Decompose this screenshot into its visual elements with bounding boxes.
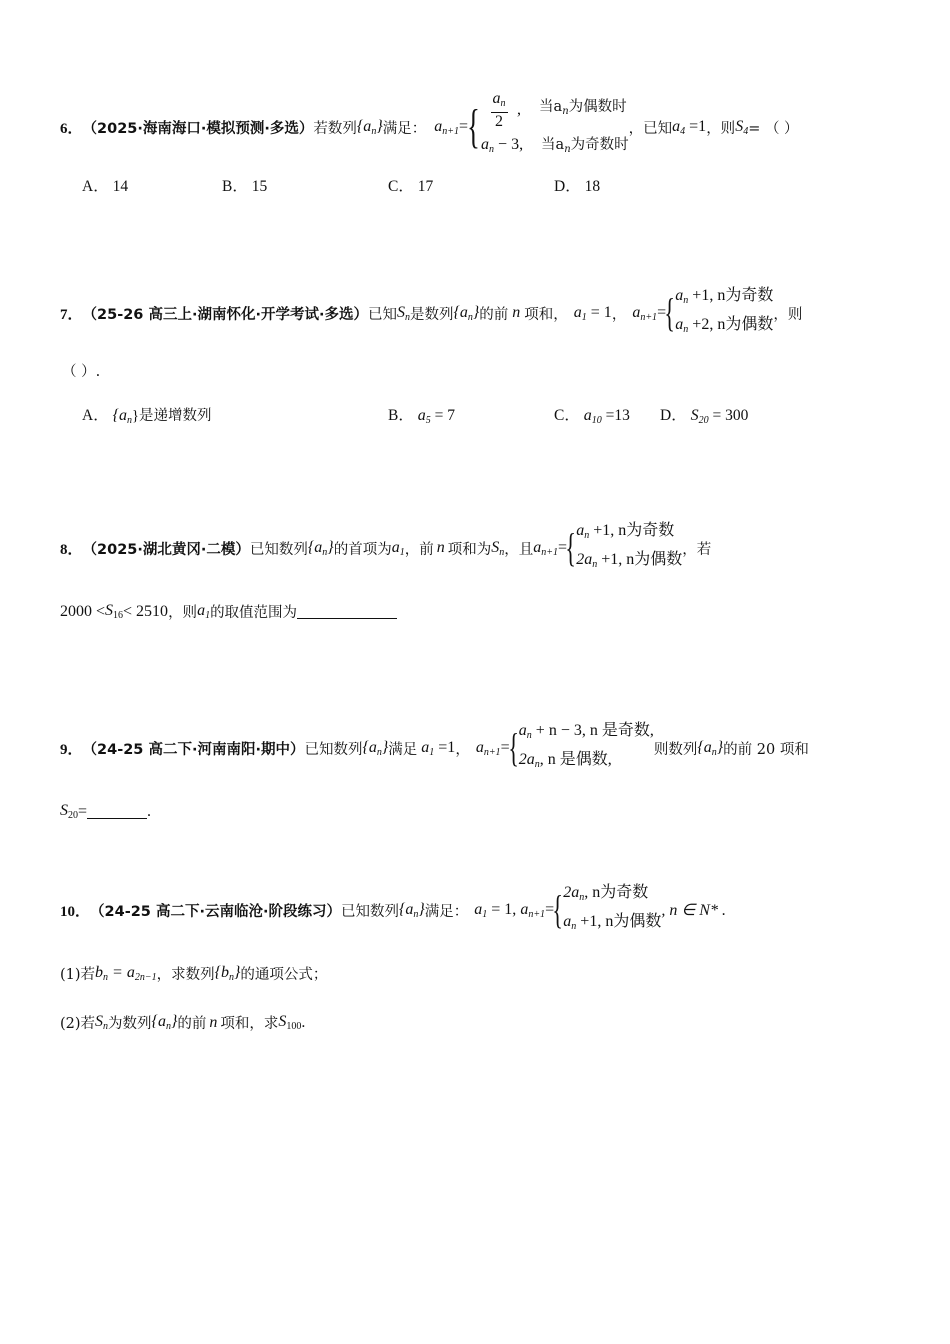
question-number: 10． bbox=[60, 903, 91, 920]
question-6-option-b[interactable]: B． 15 bbox=[222, 178, 268, 195]
left-brace: { bbox=[552, 887, 563, 932]
question-8-stem: 8． （2025·湖北黄冈·二模） 已知数列 $\{a_n\}$ 的首项为 $a_1$ ，前 n 项和为 $S_n$ ，且 $a_{n+1}$ = { $a_n +1$, n为奇数 $2a_n +1$, n为偶数 ，若 bbox=[60, 524, 711, 572]
question-source: （2025·海南海口·模拟预测·多选） bbox=[82, 120, 314, 137]
sequence-set: $\{a_n\}$ bbox=[356, 117, 383, 137]
question-source: （24-25 高二下·河南南阳·期中） bbox=[82, 741, 305, 758]
answer-blank[interactable] bbox=[87, 804, 147, 819]
left-brace: { bbox=[664, 290, 675, 335]
question-7-option-a[interactable]: A． $\{a_n\}$是递增数列 bbox=[82, 407, 212, 426]
question-6-option-d[interactable]: D． 18 bbox=[554, 178, 601, 195]
left-brace: { bbox=[565, 525, 576, 570]
question-number: 6． bbox=[60, 120, 83, 137]
left-brace: { bbox=[507, 725, 519, 770]
piecewise-cases: $a_n +1$, n为奇数 $a_n +2$, n为偶数 bbox=[675, 287, 774, 335]
answer-blank[interactable] bbox=[297, 604, 397, 619]
question-number: 8． bbox=[60, 541, 83, 558]
question-6-stem: 6． （2025·海南海口·模拟预测·多选） 若数列 $\{a_n\}$ 满足： $a_{n+1}$ = { $\frac{a_n}{2}$ , 当$a_n$为偶数时 $a_n - 3$, 当$a_n$为奇数时 ，已知 $a_4 =1$ ，则 $S_4$ = （ ） bbox=[60, 96, 799, 158]
answer-paren: （ ）. bbox=[62, 364, 101, 380]
question-9-stem: 9． （24-25 高二下·河南南阳·期中） 已知数列 $\{a_n\}$ 满足 $a_1 =1$ ， $a_{n+1}$ = { $a_n + n - 3$, n 是奇数, $2a_n$, n 是偶数, 则数列 $\{a_n\}$ 的前 20 项和 bbox=[60, 724, 809, 772]
question-source: （24-25 高二下·云南临沧·阶段练习） bbox=[90, 903, 341, 920]
left-brace: { bbox=[467, 100, 480, 153]
question-number: 7． bbox=[60, 306, 83, 323]
question-source: （2025·湖北黄冈·二模） bbox=[82, 541, 250, 558]
question-source: （25-26 高三上·湖南怀化·开学考试·多选） bbox=[82, 306, 368, 323]
piecewise-cases: $\frac{a_n}{2}$ , 当$a_n$为偶数时 $a_n - 3$, 当$a_n$为奇数时 bbox=[481, 89, 629, 155]
question-6-option-a[interactable]: A． 14 bbox=[82, 178, 129, 195]
question-10-part-1: (1)若 $b_n = a_{2n-1}$ ，求数列 $\{b_n\}$ 的通项公式； bbox=[60, 964, 328, 983]
question-6-option-c[interactable]: C． 17 bbox=[388, 178, 434, 195]
question-7-option-d[interactable]: D． $S_{20} = 300$ bbox=[660, 407, 749, 426]
piecewise-cases: $2a_n$, n为奇数 $a_n +1$, n为偶数 bbox=[563, 884, 662, 932]
question-10-stem: 10． （24-25 高二下·云南临沧·阶段练习） 已知数列 $\{a_n\}$ 满足： $a_1 = 1$, $a_{n+1}$ = { $2a_n$, n为奇数 $a_n +1$, n为偶数 , n ∈ N* . bbox=[60, 886, 726, 934]
question-7-option-b[interactable]: B． $a_5 = 7$ bbox=[388, 407, 455, 426]
question-10-part-2: (2)若 $S_n$ 为数列 $\{a_n\}$ 的前 n 项和，求 $S_{100}$ . bbox=[60, 1013, 306, 1032]
question-number: 9． bbox=[60, 741, 83, 758]
question-8-line2: 2000 < $S_{16}$ < 2510 ，则 $a_1$ 的取值范围为 bbox=[60, 601, 397, 622]
piecewise-cases: $a_n +1$, n为奇数 $2a_n +1$, n为偶数 bbox=[576, 522, 683, 570]
question-7-option-c[interactable]: C． $a_{10} =13$ bbox=[554, 407, 630, 426]
question-7-stem: 7． （25-26 高三上·湖南怀化·开学考试·多选） 已知 $S_n$ 是数列 $\{a_n\}$ 的前 n 项和， $a_1 = 1$ ， $a_{n+1}$ = { $a_n +1$, n为奇数 $a_n +2$, n为偶数 ，则 bbox=[60, 289, 802, 337]
piecewise-cases: $a_n + n - 3$, n 是奇数, $2a_n$, n 是偶数, bbox=[518, 722, 654, 770]
question-9-line2: $S_{20}$ = . bbox=[60, 802, 152, 821]
